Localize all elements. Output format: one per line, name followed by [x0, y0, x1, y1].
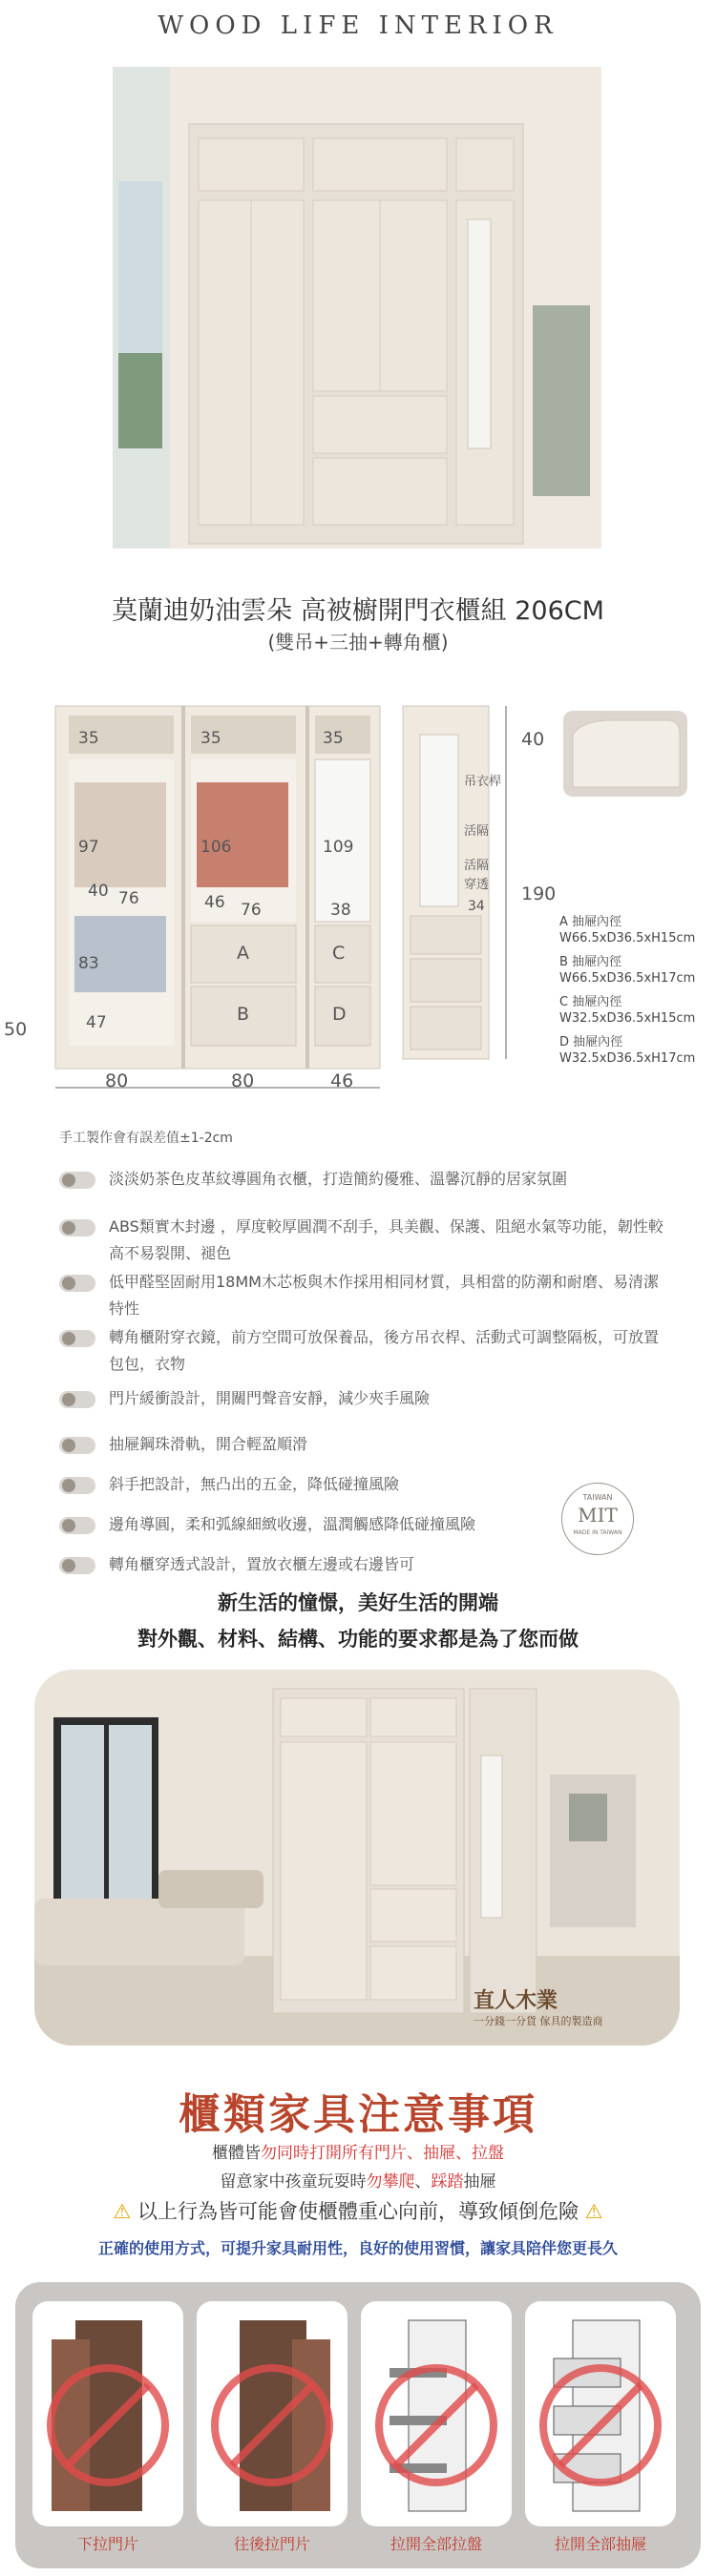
dim-top-1: 35 — [78, 729, 99, 748]
product-subtitle: (雙吊+三抽+轉角櫃) — [267, 631, 449, 654]
toggle-icon — [59, 1391, 95, 1408]
dim-lower-2: 47 — [86, 1013, 107, 1032]
toggle-icon — [59, 1275, 95, 1292]
feature-item: 邊角導圓，柔和弧線細緻收邊，溫潤觸感降低碰撞風險 — [59, 1511, 537, 1538]
dim-top-2: 35 — [200, 729, 221, 748]
side-label-shelf-2: 活隔 — [464, 859, 490, 873]
hero-product-image — [113, 67, 601, 549]
feature-item: 抽屜鋼珠滑軌，開合輕盈順滑 — [59, 1431, 670, 1458]
notice-line-3: ⚠ 以上行為皆可能會使櫃體重心向前，導致傾倒危險 ⚠ — [113, 2200, 603, 2223]
cabinet-door-icon — [32, 2301, 183, 2526]
dim-inner-3: 46 — [204, 893, 225, 912]
drawer-spec-c-size: W32.5xD36.5xH15cm — [559, 1011, 696, 1026]
toggle-icon — [59, 1477, 95, 1494]
room-illustration — [34, 1670, 680, 2046]
drawer-letter-a: A — [237, 943, 249, 964]
feature-item: 轉角櫃穿透式設計，置放衣櫃左邊或右邊皆可 — [59, 1551, 670, 1578]
handmade-note: 手工製作會有誤差值±1-2cm — [59, 1131, 233, 1146]
dim-top-height: 40 — [521, 729, 545, 750]
feature-item: 轉角櫃附穿衣鏡，前方空間可放保養品，後方吊衣桿、活動式可調整隔板，可放置包包，衣物 — [59, 1324, 670, 1378]
feature-item: 淡淡奶茶色皮革紋導圓角衣櫃，打造簡約優雅、溫馨沉靜的居家氛圍 — [59, 1166, 670, 1193]
dim-hang-2: 106 — [200, 838, 232, 857]
shelf-tray-icon — [361, 2301, 512, 2526]
feature-item: 門片緩衝設計，開關門聲音安靜，減少夾手風險 — [59, 1385, 670, 1412]
drawer-spec-c-name: C 抽屜內徑 — [559, 995, 622, 1009]
dim-top-3: 35 — [323, 729, 344, 748]
dim-width-2: 80 — [231, 1070, 255, 1091]
warning-card — [197, 2301, 347, 2526]
drawer-spec-d-name: D 抽屜內徑 — [559, 1035, 623, 1049]
cabinet-open-icon — [197, 2301, 347, 2526]
toggle-icon — [59, 1557, 95, 1574]
dim-total-height: 190 — [521, 883, 557, 904]
drawer-letter-c: C — [332, 943, 346, 964]
side-label-shelf-1: 活隔 — [464, 824, 490, 839]
side-label-through: 穿透 — [464, 878, 490, 892]
warning-icon: ⚠ — [113, 2200, 132, 2223]
feature-item: ABS類實木封邊 ，厚度較厚圓潤不刮手，具美觀、保護、阻絕水氣等功能，韌性較高不易裂開、褪色 — [59, 1214, 670, 1267]
dim-inner-4: 76 — [241, 901, 262, 920]
dim-width-3: 46 — [330, 1070, 354, 1091]
card-label: 拉開全部抽屜 — [554, 2535, 646, 2553]
warning-card — [525, 2301, 676, 2526]
dimension-diagram — [0, 696, 716, 1135]
dim-lower-1: 83 — [78, 954, 99, 973]
card-label: 拉開全部拉盤 — [390, 2535, 482, 2553]
warning-card — [32, 2301, 183, 2526]
warning-cards-panel — [15, 2282, 701, 2568]
dim-inner-2: 76 — [118, 889, 139, 908]
notice-title: 櫃類家具注意事項 — [179, 2090, 537, 2139]
toggle-icon — [59, 1517, 95, 1534]
drawer-icon — [525, 2301, 676, 2526]
side-label-34: 34 — [468, 899, 485, 914]
dim-inner-5: 38 — [330, 901, 351, 920]
drawer-spec-a-size: W66.5xD36.5xH15cm — [559, 931, 696, 945]
notice-line-1: 櫃體皆勿同時打開所有門片、抽屜、拉盤 — [212, 2144, 504, 2163]
warning-card — [361, 2301, 512, 2526]
wardrobe-illustration — [113, 67, 601, 549]
drawer-specs — [559, 914, 712, 1067]
slogan-line-2: 對外觀、材料、結構、功能的要求都是為了您而做 — [137, 1628, 579, 1651]
dim-hang-3: 109 — [323, 838, 354, 857]
drawer-spec-a-name: A 抽屜內徑 — [559, 915, 622, 929]
feature-item: 斜手把設計，無凸出的五金，降低碰撞風險 — [59, 1471, 670, 1498]
watermark-logo: 直人木業 — [474, 1989, 558, 2013]
dim-hang-1: 97 — [78, 838, 99, 857]
notice-line-4: 正確的使用方式，可提升家具耐用性，良好的使用習慣，讓家具陪伴您更長久 — [97, 2239, 618, 2257]
toggle-icon — [59, 1330, 95, 1347]
drawer-spec-d-size: W32.5xD36.5xH17cm — [559, 1051, 696, 1066]
drawer-letter-b: B — [237, 1004, 250, 1025]
drawer-spec-b-name: B 抽屜內徑 — [559, 955, 622, 969]
card-label: 下拉門片 — [76, 2535, 138, 2553]
dim-side-depth: 50 — [4, 1019, 28, 1040]
toggle-icon — [59, 1172, 95, 1189]
drawer-spec-b-size: W66.5xD36.5xH17cm — [559, 971, 696, 986]
notice-line-2: 留意家中孩童玩耍時勿攀爬、踩踏抽屜 — [220, 2172, 496, 2192]
mit-badge: TAIWAN MIT MADE IN TAIWAN — [561, 1483, 634, 1555]
dim-width-1: 80 — [105, 1070, 129, 1091]
warning-icon: ⚠ — [584, 2200, 603, 2223]
product-title: 莫蘭迪奶油雲朵 高被櫥開門衣櫃組 206CM — [112, 596, 604, 626]
toggle-icon — [59, 1219, 95, 1236]
toggle-icon — [59, 1437, 95, 1454]
feature-item: 低甲醛堅固耐用18MM木芯板與木作採用相同材質，具相當的防潮和耐磨、易清潔特性 — [59, 1269, 670, 1322]
dim-inner-1: 40 — [88, 882, 109, 901]
watermark-tagline: 一分錢一分貨 傢具的製造商 — [474, 2015, 603, 2027]
room-scene-image — [34, 1670, 680, 2046]
slogan-line-1: 新生活的憧憬，美好生活的開端 — [218, 1591, 498, 1614]
card-label: 往後拉門片 — [233, 2535, 310, 2553]
drawer-letter-d: D — [332, 1004, 347, 1025]
side-label-rod: 吊衣桿 — [464, 775, 502, 789]
brand-title: WOOD LIFE INTERIOR — [158, 11, 558, 40]
